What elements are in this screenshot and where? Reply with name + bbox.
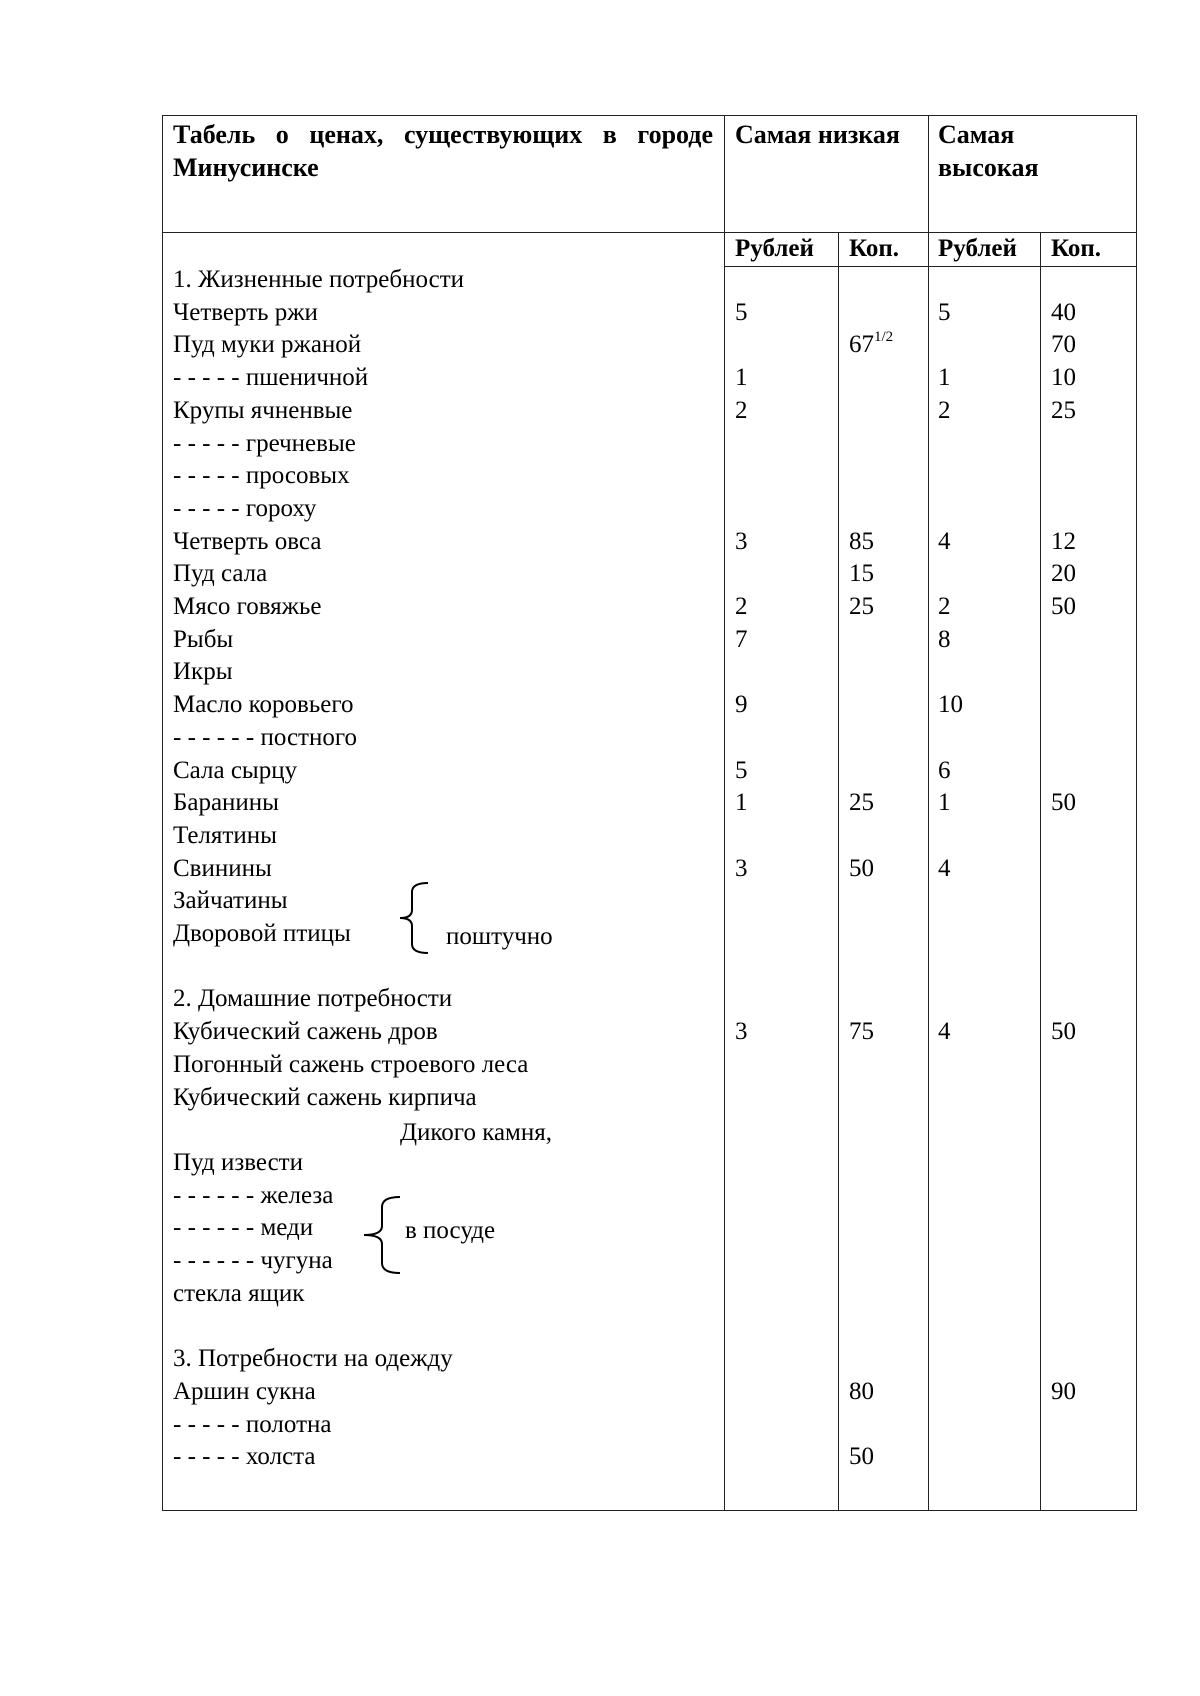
- row-kop-low: $67^{1/2}$: [849, 329, 894, 359]
- col-divider-high: [928, 115, 929, 1511]
- row-label: Мясо говяжье: [173, 593, 322, 620]
- row-rub-high: 4: [938, 527, 951, 555]
- row-kop-high: 90: [1051, 1377, 1076, 1405]
- row-kop-high: 10: [1051, 364, 1076, 392]
- row-label: Кубический сажень кирпича: [173, 1083, 477, 1111]
- row-rub-high: 10: [938, 691, 963, 719]
- table-right-border: [1136, 115, 1137, 1511]
- row-rub-low: 2: [735, 396, 748, 424]
- table-bottom-border: [162, 1510, 1136, 1511]
- note-v-posude: в посуде: [405, 1217, 496, 1244]
- row-label: - - - - - гороху: [173, 494, 317, 522]
- row-label: Рыбы: [173, 625, 234, 653]
- row-label: стекла ящик: [173, 1279, 305, 1307]
- row-kop-high: 25: [1051, 396, 1076, 424]
- row-kop-low: 15: [849, 560, 874, 588]
- row-label: Пуд извести: [173, 1148, 303, 1176]
- row-kop-low: 25: [849, 789, 874, 817]
- header-highest: Самая высокая: [938, 120, 1039, 182]
- row-rub-high: 2: [938, 593, 951, 620]
- table-title: Табель о ценах, существующих в городе Минусинске: [173, 120, 713, 182]
- row-label: - - - - - просовых: [173, 462, 350, 490]
- row-label: - - - - - - железа: [173, 1181, 334, 1209]
- row-kop-high: 50: [1051, 593, 1076, 620]
- row-kop-low: 50: [849, 854, 874, 882]
- row-kop-low: 85: [849, 527, 874, 555]
- row-label: - - - - - - меди: [173, 1214, 314, 1242]
- table-top-border: [162, 115, 1136, 116]
- note-dikogo-kamnya: Дикого камня,: [400, 1119, 553, 1146]
- row-rub-high: 4: [938, 854, 951, 882]
- note-poshtuchno: поштучно: [446, 923, 553, 950]
- row-label: Икры: [173, 658, 233, 686]
- row-label: 2. Домашние потребности: [173, 985, 453, 1013]
- row-label: Масло коровьего: [173, 691, 354, 719]
- row-rub-low: 1: [735, 364, 748, 392]
- row-kop-low: 75: [849, 1018, 874, 1046]
- row-label: Сала сырцу: [173, 756, 298, 784]
- row-kop-high: 40: [1051, 298, 1076, 326]
- row-rub-high: 1: [938, 364, 951, 392]
- row-label: Телятины: [173, 821, 277, 849]
- row-rub-high: 1: [938, 789, 951, 817]
- row-rub-high: 2: [938, 396, 951, 424]
- row-label: - - - - - холста: [173, 1443, 316, 1471]
- row-label: 3. Потребности на одежду: [173, 1345, 453, 1373]
- row-kop-high: 70: [1051, 331, 1076, 359]
- subheader-rub-high: Рублей: [938, 235, 1017, 262]
- row-label: - - - - - - постного: [173, 723, 357, 751]
- col-divider-label: [724, 115, 725, 1511]
- row-rub-low: 1: [735, 789, 748, 817]
- row-kop-low: 50: [849, 1443, 874, 1471]
- row-rub-high: 6: [938, 756, 951, 784]
- row-rub-low: 3: [735, 854, 748, 882]
- row-label: Пуд муки ржаной: [173, 331, 362, 359]
- row-label: - - - - - пшеничной: [173, 364, 369, 392]
- header-lowest: Самая низкая: [735, 120, 900, 149]
- row-rub-high: 5: [938, 298, 951, 326]
- fraction-superscript: 1/2: [874, 329, 894, 346]
- row-label: Погонный сажень строевого леса: [173, 1050, 529, 1078]
- row-rub-low: 3: [735, 527, 748, 555]
- row-rub-low: 5: [735, 756, 748, 784]
- row-label: - - - - - - чугуна: [173, 1247, 333, 1274]
- row-kop-low: 25: [849, 593, 874, 620]
- row-label: Баранины: [173, 789, 279, 817]
- row-label: - - - - - гречневые: [173, 429, 356, 457]
- row-rub-low: 2: [735, 593, 748, 620]
- row-kop-low: 80: [849, 1377, 874, 1405]
- row-rub-low: 3: [735, 1018, 748, 1046]
- row-label: Аршин сукна: [173, 1377, 316, 1405]
- row-label: - - - - - полотна: [173, 1410, 332, 1438]
- subheader-kop-low: Коп.: [849, 235, 900, 262]
- table-left-border: [162, 115, 163, 1511]
- row-label: Кубический сажень дров: [173, 1018, 438, 1046]
- row-rub-low: 9: [735, 691, 748, 719]
- col-divider-high-kop: [1040, 232, 1041, 1511]
- row-label: Свинины: [173, 854, 272, 882]
- row-rub-low: 7: [735, 625, 748, 653]
- row-label: Пуд сала: [173, 560, 268, 588]
- subheader-kop-high: Коп.: [1051, 235, 1102, 262]
- row-label: Зайчатины: [173, 887, 288, 915]
- row-kop-high: 12: [1051, 527, 1076, 555]
- row-rub-high: 8: [938, 625, 951, 653]
- subheader-bottom-border: [724, 266, 1136, 267]
- row-label: Четверть ржи: [173, 298, 318, 326]
- row-rub-high: 4: [938, 1018, 951, 1046]
- row-label: 1. Жизненные потребности: [173, 266, 465, 293]
- col-divider-low-kop: [838, 232, 839, 1511]
- brace-v-posude-icon: [352, 1194, 404, 1276]
- brace-poshtuchno-icon: [382, 880, 432, 956]
- row-rub-low: 5: [735, 298, 748, 326]
- row-label: Четверть овса: [173, 527, 322, 555]
- row-label: Крупы ячненвые: [173, 396, 353, 424]
- row-kop-high: 50: [1051, 1018, 1076, 1046]
- row-label: Дворовой птицы: [173, 920, 351, 947]
- subheader-rub-low: Рублей: [735, 235, 814, 262]
- row-kop-high: 20: [1051, 560, 1076, 588]
- row-kop-high: 50: [1051, 789, 1076, 817]
